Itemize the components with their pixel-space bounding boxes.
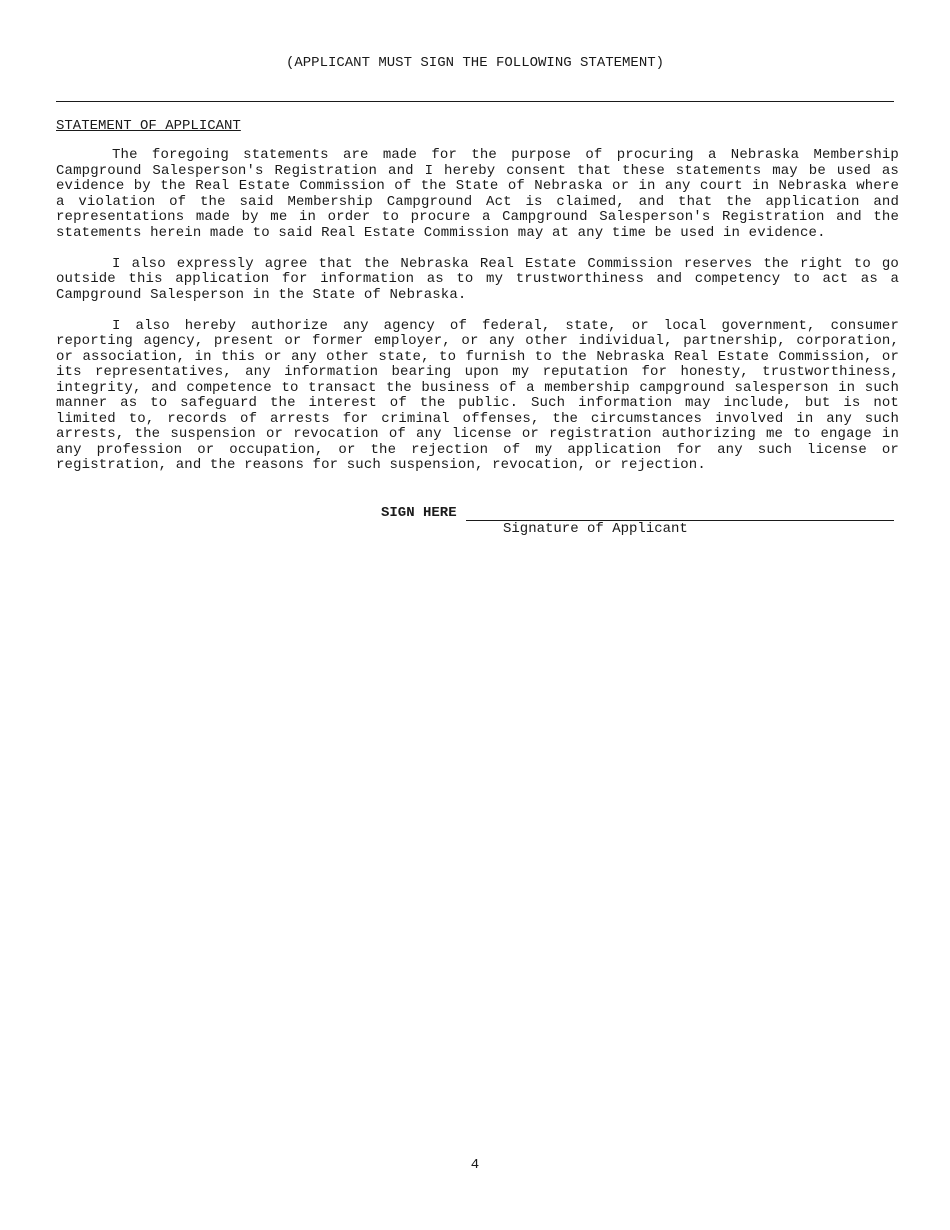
statement-paragraph-agreement: I also expressly agree that the Nebraska Real Estate Commission reserves the right to go outside this application for information as to my trustworthiness and competency to act as a Campground Salesperson in the State of Nebraska.	[56, 255, 899, 303]
signature-caption: Signature of Applicant	[503, 521, 688, 537]
statement-paragraph-authorization: I also hereby authorize any agency of federal, state, or local government, consumer reporting agency, present or former employer, or any other individual, partnership, corporation, or association, in this or any other state, to furnish to the Nebraska Real Estate Commission, or its representatives, any information bearing upon my reputation for honesty, trustworthiness, integrity, and competence to transact the business of a membership campground salesperson in such manner as to safeguard the interest of the public. Such information may include, but is not limited to, records of arrests for criminal offenses, the circumstances involved in any such arrests, the suspension or revocation of any license or registration authorizing me to engage in any profession or occupation, or the rejection of my application for any such license or registration, and the reasons for such suspension, revocation, or rejection.	[56, 317, 899, 473]
horizontal-divider	[56, 101, 894, 102]
sign-here-label: SIGN HERE	[381, 505, 457, 521]
signing-instruction: (APPLICANT MUST SIGN THE FOLLOWING STATEMENT)	[285, 55, 665, 71]
statement-body	[56, 148, 899, 489]
statement-paragraph-consent: The foregoing statements are made for the purpose of procuring a Nebraska Membership Campground Salesperson's Registration and I hereby consent that these statements may be used as evidence by the Real Estate Commission of the State of Nebraska or in any court in Nebraska where a violation of the said Membership Campground Act is claimed, and that the application and representations made by me in order to procure a Campground Salesperson's Registration and the statements herein made to said Real Estate Commission may at any time be used in evidence.	[56, 147, 899, 241]
page-number: 4	[470, 1157, 480, 1173]
section-title: STATEMENT OF APPLICANT	[56, 118, 241, 134]
